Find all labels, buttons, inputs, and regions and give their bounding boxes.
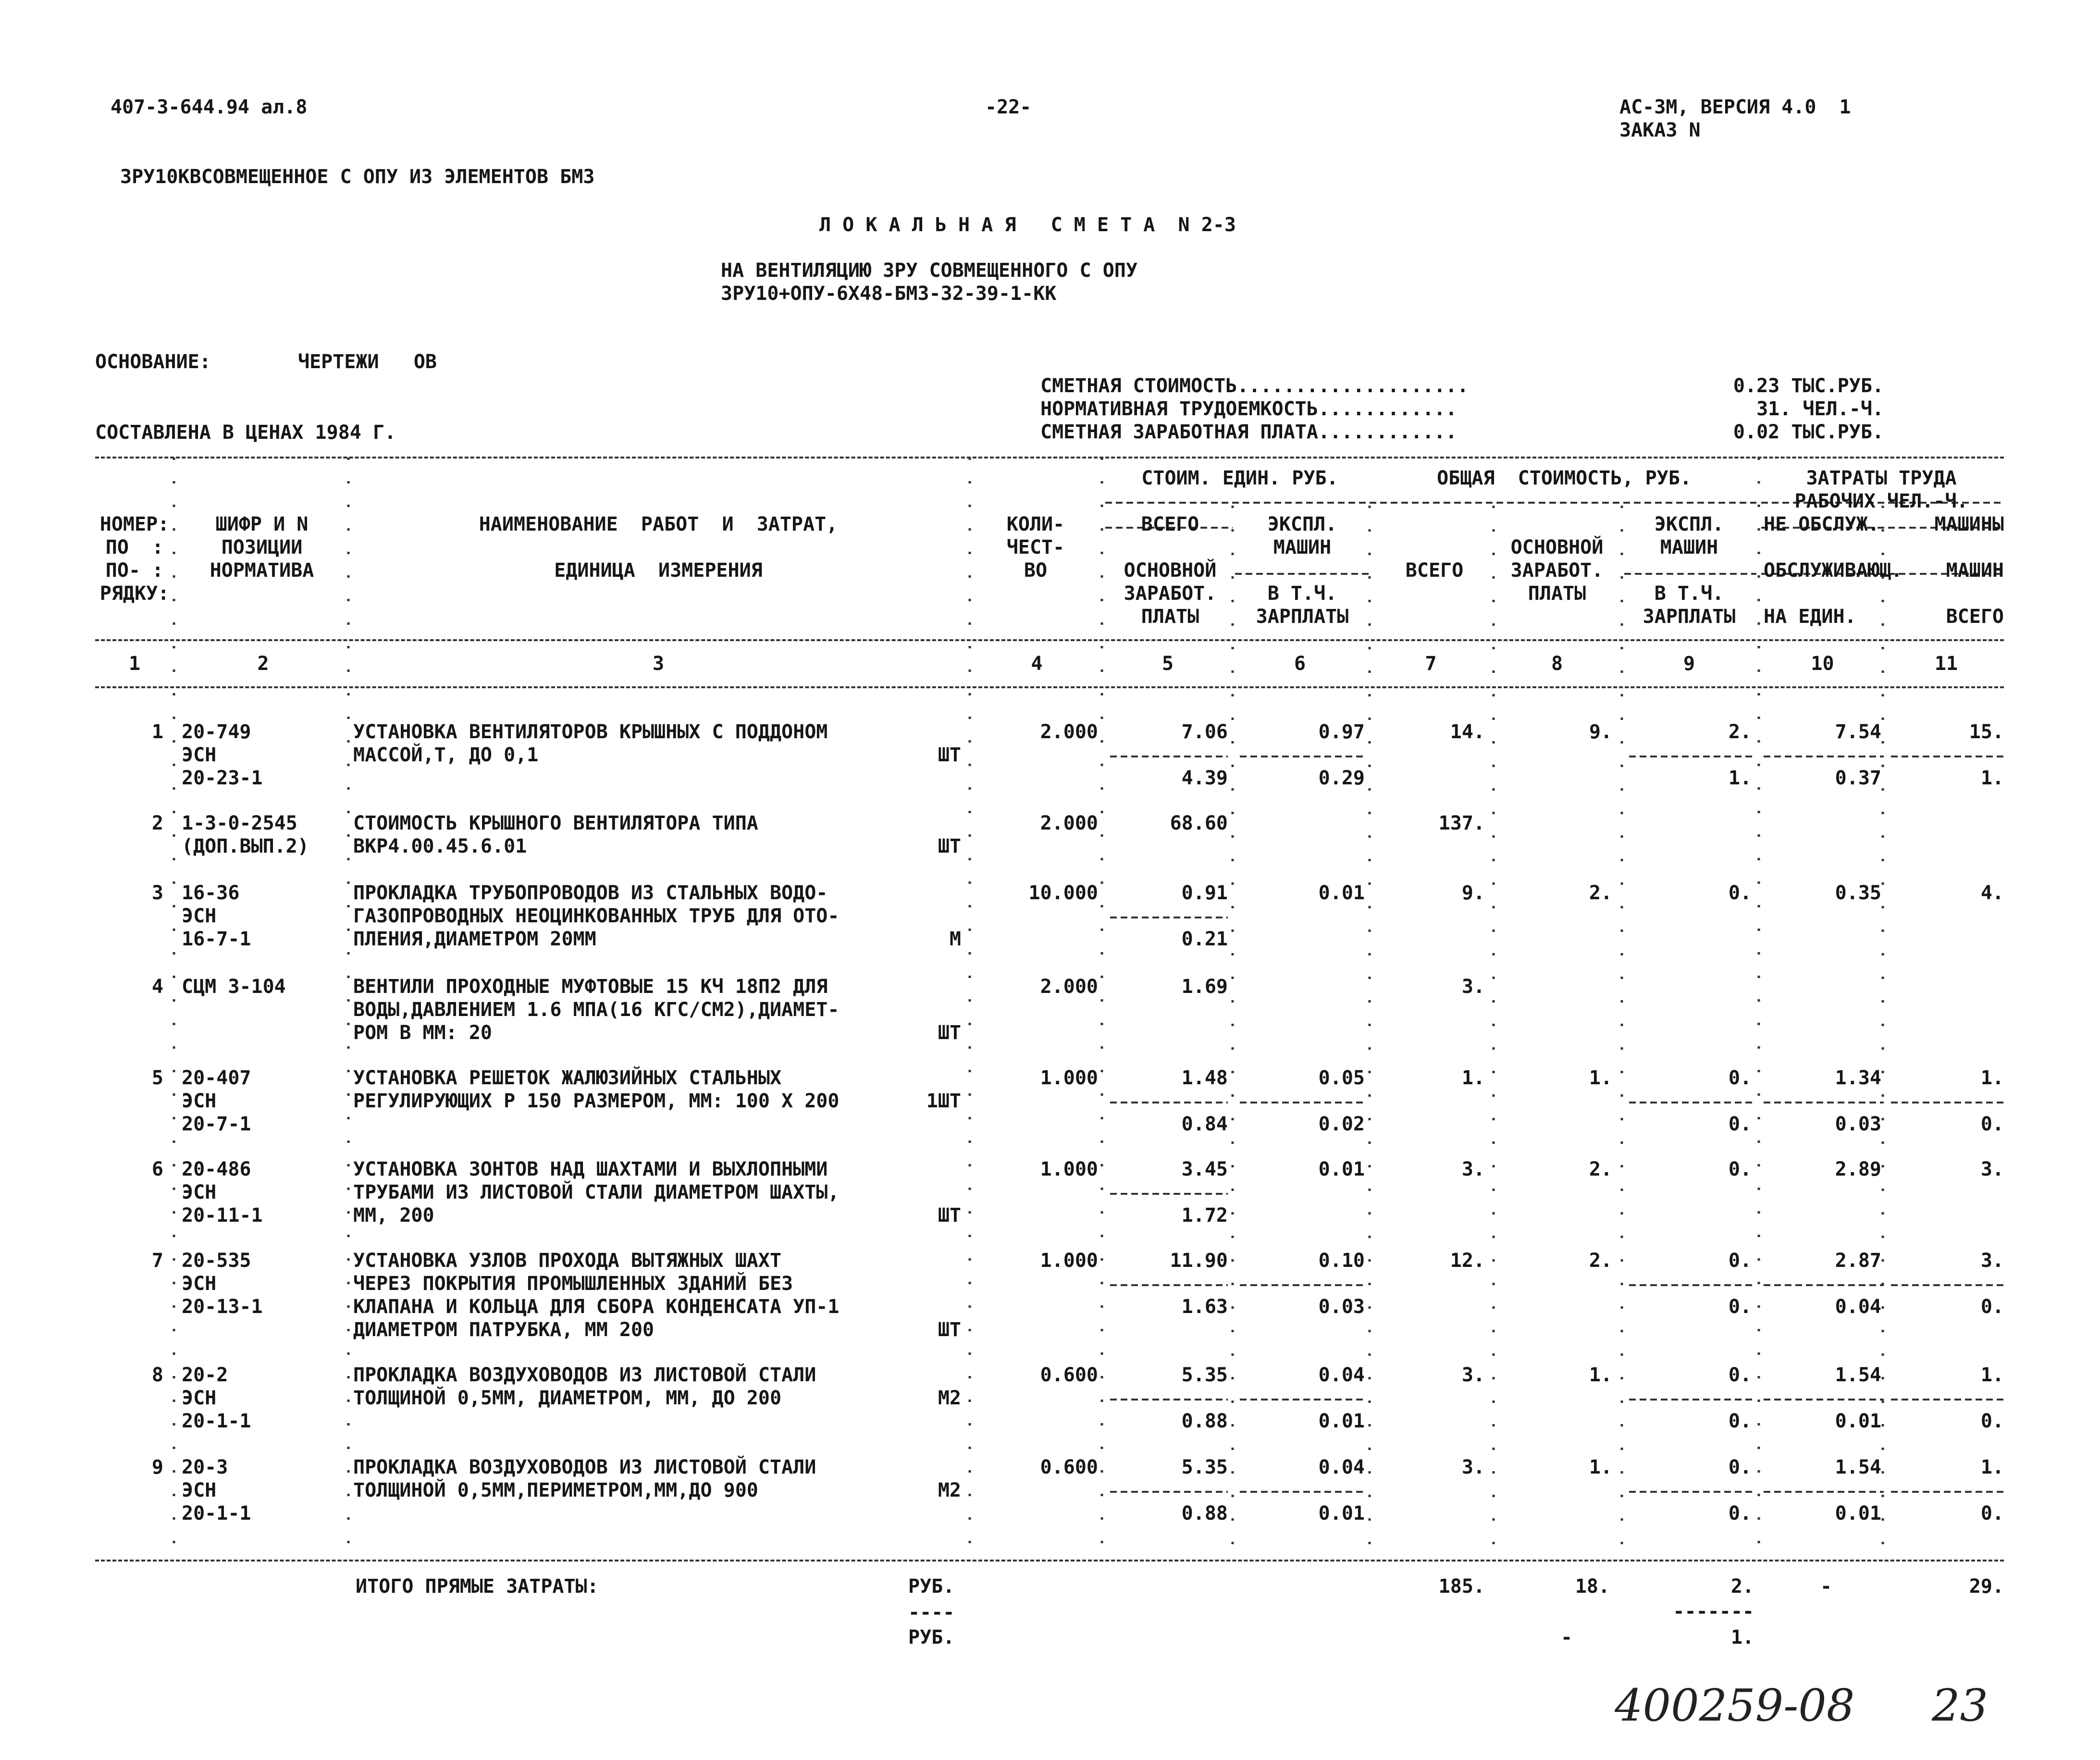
row-quantity: 2.000 (1040, 721, 1098, 743)
row-code-line: 16-36 (182, 882, 240, 904)
totals-c9-wages: 1. (1730, 1626, 1754, 1648)
row-total-machine-cost: 0. (1728, 1456, 1752, 1478)
header-c8-line3: ПЛАТЫ (1528, 583, 1586, 605)
row-unit-wages: 1.72 (1181, 1204, 1228, 1227)
row-unit-machine-cost: 0.10 (1318, 1250, 1365, 1272)
summary-estimated-cost-label: СМЕТНАЯ СТОИМОСТЬ.................... (1040, 375, 1469, 397)
column-number-11: 11 (1934, 653, 1958, 675)
header-c4-line1: КОЛИ- (1006, 513, 1065, 535)
row-unit-machine-wages: 0.01 (1318, 1410, 1365, 1432)
row-total-machine-wages: 0. (1728, 1410, 1752, 1432)
header-c3-name: НАИМЕНОВАНИЕ РАБОТ И ЗАТРАТ, (479, 513, 838, 535)
column-number-5: 5 (1161, 653, 1174, 675)
header-c5-line3: ЗАРАБОТ. (1124, 583, 1217, 605)
row-name-line: ПРОКЛАДКА ВОЗДУХОВОДОВ ИЗ ЛИСТОВОЙ СТАЛИ (353, 1456, 816, 1478)
row-quantity: 2.000 (1040, 812, 1098, 834)
row-code-line: 20-13-1 (182, 1296, 263, 1318)
row-labor-per-unit-machine: 0.01 (1835, 1502, 1881, 1525)
row-total-cost: 14. (1450, 721, 1485, 743)
header-c2-line3: НОРМАТИВА (210, 559, 314, 582)
header-total-cost: ОБЩАЯ СТОИМОСТЬ, РУБ. (1437, 467, 1692, 489)
row-unit-machine-cost: 0.04 (1318, 1456, 1365, 1478)
totals-label: ИТОГО ПРЯМЫЕ ЗАТРАТЫ: (356, 1575, 599, 1598)
basis-label: ОСНОВАНИЕ: (95, 351, 211, 373)
row-unit: М2 (938, 1387, 961, 1409)
row-name-line: ТОЛЩИНОЙ 0,5ММ, ДИАМЕТРОМ, ММ, ДО 200 (353, 1387, 782, 1409)
row-total-wages: 9. (1589, 721, 1612, 743)
row-labor-total-machine: 0. (1980, 1502, 2004, 1525)
row-name-line: ВКР4.00.45.6.01 (353, 835, 527, 857)
row-total-cost: 3. (1461, 976, 1485, 998)
row-unit-wages: 1.63 (1181, 1296, 1228, 1318)
row-unit-machine-cost: 0.01 (1318, 1158, 1365, 1180)
row-labor-per-unit: 1.34 (1835, 1067, 1881, 1089)
header-c1-line1: НОМЕР: (99, 513, 170, 535)
row-name-line: ПЛЕНИЯ,ДИАМЕТРОМ 20ММ (353, 928, 596, 950)
header-c10-line1: НЕ ОБСЛУЖ. (1764, 513, 1879, 535)
basis-value: ЧЕРТЕЖИ ОВ (298, 351, 437, 373)
row-name-line: УСТАНОВКА УЗЛОВ ПРОХОДА ВЫТЯЖНЫХ ШАХТ (353, 1250, 782, 1272)
row-unit-machine-cost: 0.04 (1318, 1364, 1365, 1386)
row-unit-total-cost: 1.69 (1181, 976, 1228, 998)
row-labor-total: 1. (1980, 1364, 2004, 1386)
row-labor-total: 4. (1980, 882, 2004, 904)
row-code-line: 1-3-0-2545 (182, 812, 297, 834)
row-total-wages: 2. (1589, 1158, 1612, 1180)
row-code-line: 20-486 (182, 1158, 251, 1180)
row-quantity: 10.000 (1028, 882, 1098, 904)
row-name-line: ЧЕРЕЗ ПОКРЫТИЯ ПРОМЫШЛЕННЫХ ЗДАНИЙ БЕЗ (353, 1273, 793, 1295)
row-number: 1 (151, 721, 163, 743)
doc-code: 407-3-644.94 ал.8 (111, 96, 308, 118)
header-c6-line4: ЗАРПЛАТЫ (1256, 606, 1349, 628)
row-name-line: КЛАПАНА И КОЛЬЦА ДЛЯ СБОРА КОНДЕНСАТА УП-1 (353, 1296, 840, 1318)
row-labor-per-unit-machine: 0.37 (1835, 767, 1881, 789)
row-name-line: РЕГУЛИРУЮЩИХ Р 150 РАЗМЕРОМ, ММ: 100 Х 200 (353, 1090, 840, 1112)
row-total-cost: 137. (1438, 812, 1485, 834)
column-number-9: 9 (1683, 653, 1695, 675)
row-name-line: ММ, 200 (353, 1204, 434, 1227)
summary-labor-label: НОРМАТИВНАЯ ТРУДОЕМКОСТЬ............ (1040, 398, 1457, 420)
row-number: 2 (151, 812, 163, 834)
row-code-line: ЭСН (182, 1181, 217, 1203)
header-c9-line1: ЭКСПЛ. (1654, 513, 1724, 535)
row-unit: ШТ (938, 1319, 961, 1341)
row-total-machine-cost: 0. (1728, 1364, 1752, 1386)
header-c8-line2: ЗАРАБОТ. (1510, 559, 1604, 582)
row-total-machine-wages: 0. (1728, 1502, 1752, 1525)
row-code-line: (ДОП.ВЫП.2) (182, 835, 309, 857)
row-name-line: УСТАНОВКА РЕШЕТОК ЖАЛЮЗИЙНЫХ СТАЛЬНЫХ (353, 1067, 782, 1089)
row-code-line: 20-3 (182, 1456, 228, 1478)
row-unit-machine-wages: 0.03 (1318, 1296, 1365, 1318)
header-c11-line3: ВСЕГО (1946, 606, 2004, 628)
subtitle-line-2: ЗРУ10+ОПУ-6Х48-БМЗ-32-39-1-КК (721, 283, 1057, 305)
row-labor-per-unit: 1.54 (1835, 1364, 1881, 1386)
header-labor: ЗАТРАТЫ ТРУДА (1806, 467, 1957, 489)
row-unit-wages: 0.88 (1181, 1502, 1228, 1525)
row-code-line: ЭСН (182, 744, 217, 766)
column-number-6: 6 (1294, 653, 1306, 675)
header-c5-line4: ПЛАТЫ (1141, 606, 1199, 628)
header-c7: ВСЕГО (1405, 559, 1464, 582)
row-unit-total-cost: 5.35 (1181, 1456, 1228, 1478)
header-c1-line2: ПО : (105, 536, 164, 558)
row-unit: ШТ (938, 835, 961, 857)
row-name-line: ВЕНТИЛИ ПРОХОДНЫЕ МУФТОВЫЕ 15 КЧ 18П2 ДЛЯ (353, 976, 828, 998)
totals-c8: 18. (1575, 1575, 1610, 1598)
header-c4-line2: ЧЕСТ- (1006, 536, 1065, 558)
row-unit: ШТ (938, 1022, 961, 1044)
row-unit-total-cost: 0.91 (1181, 882, 1228, 904)
row-labor-per-unit: 2.87 (1835, 1250, 1881, 1272)
header-c3-unit: ЕДИНИЦА ИЗМЕРЕНИЯ (554, 559, 763, 582)
row-unit-wages: 0.84 (1181, 1113, 1228, 1135)
header-labor-sub: РАБОЧИХ ЧЕЛ.-Ч. (1794, 490, 1968, 512)
header-c9-line3: В Т.Ч. (1654, 583, 1724, 605)
handwritten-inventory-number: 400259-08 (1615, 1680, 1855, 1731)
header-c6-line1: ЭКСПЛ. (1267, 513, 1337, 535)
row-labor-total: 1. (1980, 1456, 2004, 1478)
row-labor-per-unit: 0.35 (1835, 882, 1881, 904)
row-name-line: ВОДЫ,ДАВЛЕНИЕМ 1.6 МПА(16 КГС/СМ2),ДИАМЕТ- (353, 999, 840, 1021)
row-code-line: 20-407 (182, 1067, 251, 1089)
row-total-wages: 2. (1589, 882, 1612, 904)
header-c5-line1: ВСЕГО (1141, 513, 1199, 535)
row-unit-machine-wages: 0.01 (1318, 1502, 1365, 1525)
handwritten-sheet-number: 23 (1932, 1680, 1989, 1731)
row-name-line: ТРУБАМИ ИЗ ЛИСТОВОЙ СТАЛИ ДИАМЕТРОМ ШАХТЫ, (353, 1181, 840, 1203)
row-unit: ШТ (938, 744, 961, 766)
totals-c9: 2. (1730, 1575, 1754, 1598)
totals-c8-dash: - (1560, 1626, 1573, 1648)
row-name-line: ДИАМЕТРОМ ПАТРУБКА, ММ 200 (353, 1319, 655, 1341)
totals-c7: 185. (1438, 1575, 1485, 1598)
row-name-line: ПРОКЛАДКА ВОЗДУХОВОДОВ ИЗ ЛИСТОВОЙ СТАЛИ (353, 1364, 816, 1386)
row-total-cost: 9. (1461, 882, 1485, 904)
totals-c10: - (1820, 1575, 1832, 1598)
row-unit-total-cost: 7.06 (1181, 721, 1228, 743)
row-unit-machine-cost: 0.97 (1318, 721, 1365, 743)
row-code-line: 20-1-1 (182, 1410, 251, 1432)
column-number-3: 3 (652, 653, 665, 675)
summary-estimated-cost-value: 0.23 ТЫС.РУБ. (1733, 375, 1884, 397)
row-labor-total-machine: 0. (1980, 1113, 2004, 1135)
row-name-line: МАССОЙ,Т, ДО 0,1 (353, 744, 539, 766)
row-code-line: 20-11-1 (182, 1204, 263, 1227)
row-labor-total-machine: 0. (1980, 1410, 2004, 1432)
totals-unit-separator: ---- (908, 1601, 955, 1624)
software-version: АС-3М, ВЕРСИЯ 4.0 1 (1619, 96, 1851, 118)
row-code-line: 20-1-1 (182, 1502, 251, 1525)
row-name-line: ГАЗОПРОВОДНЫХ НЕОЦИНКОВАННЫХ ТРУБ ДЛЯ ОТО- (353, 905, 840, 927)
row-labor-per-unit-machine: 0.04 (1835, 1296, 1881, 1318)
header-c2-line1: ШИФР И N (215, 513, 309, 535)
row-unit: М2 (938, 1479, 961, 1501)
header-c10-line2: ОБСЛУЖИВАЮЩ. (1764, 559, 1902, 582)
row-code-line: ЭСН (182, 1479, 217, 1501)
row-unit-wages: 4.39 (1181, 767, 1228, 789)
totals-unit-2: РУБ. (908, 1626, 955, 1648)
row-name-line: УСТАНОВКА ВЕНТИЛЯТОРОВ КРЫШНЫХ С ПОДДОНОМ (353, 721, 828, 743)
row-code-line: ЭСН (182, 905, 217, 927)
column-number-2: 2 (257, 653, 269, 675)
row-unit-total-cost: 68.60 (1170, 812, 1228, 834)
row-labor-per-unit: 7.54 (1835, 721, 1881, 743)
row-name-line: ТОЛЩИНОЙ 0,5ММ,ПЕРИМЕТРОМ,ММ,ДО 900 (353, 1479, 758, 1501)
row-code-line: 20-23-1 (182, 767, 263, 789)
summary-labor-value: 31. ЧЕЛ.-Ч. (1756, 398, 1884, 420)
object-name: ЗРУ10КВСОВМЕЩЕННОЕ С ОПУ ИЗ ЭЛЕМЕНТОВ БМЗ (120, 166, 595, 188)
row-total-machine-cost: 0. (1728, 1067, 1752, 1089)
row-number: 9 (151, 1456, 163, 1478)
row-labor-per-unit: 2.89 (1835, 1158, 1881, 1180)
row-quantity: 2.000 (1040, 976, 1098, 998)
header-c8-line1: ОСНОВНОЙ (1510, 536, 1604, 558)
row-total-machine-cost: 0. (1728, 1250, 1752, 1272)
price-level: СОСТАВЛЕНА В ЦЕНАХ 1984 Г. (95, 421, 396, 444)
row-unit: 1ШТ (926, 1090, 961, 1112)
summary-wages-label: СМЕТНАЯ ЗАРАБОТНАЯ ПЛАТА............ (1040, 421, 1457, 443)
header-c1-line4: РЯДКУ: (99, 583, 170, 605)
totals-c9-separator: ------- (1673, 1600, 1754, 1623)
order-number: ЗАКАЗ N (1619, 119, 1701, 141)
row-quantity: 0.600 (1040, 1456, 1098, 1478)
row-code-line: СЦМ 3-104 (182, 976, 286, 998)
row-labor-total: 1. (1980, 1067, 2004, 1089)
totals-c11: 29. (1969, 1575, 2004, 1598)
row-total-machine-wages: 0. (1728, 1113, 1752, 1135)
row-code-line: 20-749 (182, 721, 251, 743)
row-total-machine-wages: 1. (1728, 767, 1752, 789)
row-unit-machine-wages: 0.29 (1318, 767, 1365, 789)
row-quantity: 0.600 (1040, 1364, 1098, 1386)
row-unit-total-cost: 11.90 (1170, 1250, 1228, 1272)
header-c9-line2: МАШИН (1660, 536, 1718, 558)
summary-wages-value: 0.02 ТЫС.РУБ. (1733, 421, 1884, 443)
row-number: 7 (151, 1250, 163, 1272)
row-labor-total: 15. (1969, 721, 2004, 743)
row-labor-per-unit-machine: 0.03 (1835, 1113, 1881, 1135)
header-unit-cost: СТОИМ. ЕДИН. РУБ. (1141, 467, 1338, 489)
header-c9-line4: ЗАРПЛАТЫ (1643, 606, 1736, 628)
row-unit-total-cost: 5.35 (1181, 1364, 1228, 1386)
row-code-line: 20-7-1 (182, 1113, 251, 1135)
document-title: Л О К А Л Ь Н А Я С М Е Т А N 2-3 (819, 214, 1236, 236)
row-total-cost: 3. (1461, 1158, 1485, 1180)
column-number-8: 8 (1551, 653, 1563, 675)
row-number: 8 (151, 1364, 163, 1386)
header-c11-line1: МАШИНЫ (1934, 513, 2004, 535)
row-unit-machine-wages: 0.02 (1318, 1113, 1365, 1135)
row-number: 5 (151, 1067, 163, 1089)
row-labor-total: 3. (1980, 1158, 2004, 1180)
totals-unit-1: РУБ. (908, 1575, 955, 1598)
row-unit-machine-cost: 0.01 (1318, 882, 1365, 904)
header-c2-line2: ПОЗИЦИИ (221, 536, 303, 558)
row-total-cost: 1. (1461, 1067, 1485, 1089)
header-c6-line3: В Т.Ч. (1267, 583, 1337, 605)
row-total-machine-wages: 0. (1728, 1296, 1752, 1318)
row-code-line: 20-535 (182, 1250, 251, 1272)
header-c4-line3: ВО (1024, 559, 1048, 582)
row-code-line: ЭСН (182, 1387, 217, 1409)
row-labor-total-machine: 0. (1980, 1296, 2004, 1318)
row-total-cost: 3. (1461, 1364, 1485, 1386)
row-total-machine-cost: 0. (1728, 1158, 1752, 1180)
row-quantity: 1.000 (1040, 1158, 1098, 1180)
row-number: 4 (151, 976, 163, 998)
row-total-wages: 1. (1589, 1067, 1612, 1089)
row-name-line: СТОИМОСТЬ КРЫШНОГО ВЕНТИЛЯТОРА ТИПА (353, 812, 758, 834)
row-unit-total-cost: 1.48 (1181, 1067, 1228, 1089)
row-code-line: ЭСН (182, 1273, 217, 1295)
row-total-cost: 3. (1461, 1456, 1485, 1478)
row-quantity: 1.000 (1040, 1250, 1098, 1272)
column-number-1: 1 (128, 653, 141, 675)
row-labor-total-machine: 1. (1980, 767, 2004, 789)
row-unit-machine-cost: 0.05 (1318, 1067, 1365, 1089)
row-quantity: 1.000 (1040, 1067, 1098, 1089)
row-code-line: ЭСН (182, 1090, 217, 1112)
row-labor-per-unit: 1.54 (1835, 1456, 1881, 1478)
row-total-wages: 1. (1589, 1364, 1612, 1386)
row-unit-wages: 0.88 (1181, 1410, 1228, 1432)
row-name-line: УСТАНОВКА ЗОНТОВ НАД ШАХТАМИ И ВЫХЛОПНЫМИ (353, 1158, 828, 1180)
row-total-machine-cost: 2. (1728, 721, 1752, 743)
column-number-4: 4 (1031, 653, 1043, 675)
row-unit-total-cost: 3.45 (1181, 1158, 1228, 1180)
row-name-line: РОМ В ММ: 20 (353, 1022, 492, 1044)
header-c1-line3: ПО- : (105, 559, 164, 582)
header-c11-line2: МАШИН (1946, 559, 2004, 582)
row-labor-total: 3. (1980, 1250, 2004, 1272)
row-unit-wages: 0.21 (1181, 928, 1228, 950)
header-c6-line2: МАШИН (1273, 536, 1332, 558)
page-number: -22- (985, 96, 1032, 118)
row-number: 3 (151, 882, 163, 904)
row-code-line: 20-2 (182, 1364, 228, 1386)
row-unit: М (949, 928, 961, 950)
row-total-cost: 12. (1450, 1250, 1485, 1272)
row-unit: ШТ (938, 1204, 961, 1227)
row-name-line: ПРОКЛАДКА ТРУБОПРОВОДОВ ИЗ СТАЛЬНЫХ ВОДО- (353, 882, 828, 904)
row-labor-per-unit-machine: 0.01 (1835, 1410, 1881, 1432)
row-code-line: 16-7-1 (182, 928, 251, 950)
column-number-7: 7 (1425, 653, 1437, 675)
row-number: 6 (151, 1158, 163, 1180)
row-total-machine-cost: 0. (1728, 882, 1752, 904)
header-c10-line3: НА ЕДИН. (1764, 606, 1856, 628)
column-number-10: 10 (1811, 653, 1834, 675)
header-c5-line2: ОСНОВНОЙ (1124, 559, 1217, 582)
row-total-wages: 2. (1589, 1250, 1612, 1272)
subtitle-line-1: НА ВЕНТИЛЯЦИЮ ЗРУ СОВМЕЩЕННОГО С ОПУ (721, 260, 1137, 282)
row-total-wages: 1. (1589, 1456, 1612, 1478)
